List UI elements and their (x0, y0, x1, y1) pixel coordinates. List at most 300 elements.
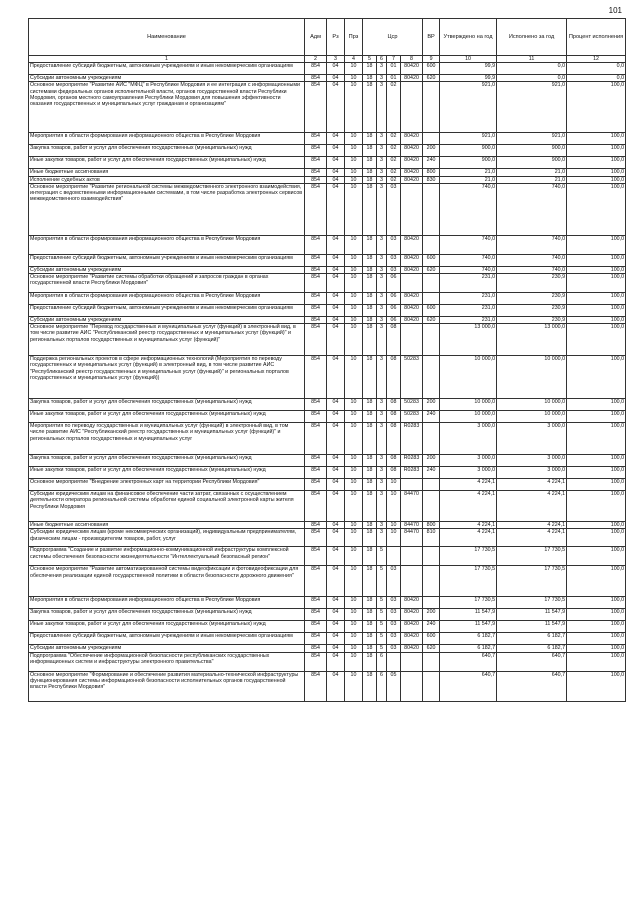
cs-subprogram-cell: 3 (377, 145, 387, 157)
rz-cell: 04 (327, 169, 345, 176)
rz-cell: 04 (327, 566, 345, 597)
vr-cell: 240 (423, 157, 440, 169)
table-row (29, 522, 626, 529)
cs-event-cell: 03 (387, 183, 401, 235)
name-cell: Субсидии автономным учреждениям (29, 317, 305, 324)
approved-cell: 640,7 (440, 671, 497, 701)
percent-cell: 100,0 (567, 491, 626, 522)
column-number-row (29, 56, 626, 63)
vr-cell (423, 547, 440, 566)
name-cell: Закупка товаров, работ и услуг для обеспечения государственных (муниципальных) нужд (29, 399, 305, 411)
name-cell: Основное мероприятие "Развитие АИС "МФЦ" в Республике Мордовия и ее интеграция с информационными системами федеральных органов исполнительной власти, органов государственной власти Республики Мордовия, органов местного самоуправления Республики Мордовия для повышения эффективности оказания государственных и муниципальных услуг гражданам и организациям" (29, 82, 305, 133)
cs-program-cell: 18 (363, 305, 377, 317)
table-row (29, 274, 626, 293)
cs-event-cell: 03 (387, 266, 401, 273)
cs-subprogram-cell: 3 (377, 455, 387, 467)
table-row (29, 176, 626, 183)
executed-cell: 17 730,5 (497, 597, 567, 609)
adm-cell: 854 (305, 254, 327, 266)
table-row (29, 491, 626, 522)
vr-cell: 620 (423, 266, 440, 273)
cs-program-cell: 18 (363, 522, 377, 529)
prz-cell: 10 (345, 423, 363, 455)
cs-subprogram-cell: 3 (377, 82, 387, 133)
percent-cell: 100,0 (567, 356, 626, 399)
approved-cell: 6 182,7 (440, 645, 497, 652)
prz-cell: 10 (345, 621, 363, 633)
vr-cell: 800 (423, 522, 440, 529)
approved-cell: 21,0 (440, 169, 497, 176)
percent-cell: 100,0 (567, 157, 626, 169)
executed-cell: 10 000,0 (497, 356, 567, 399)
approved-cell: 4 224,1 (440, 522, 497, 529)
executed-cell: 0,0 (497, 63, 567, 75)
rz-cell: 04 (327, 324, 345, 356)
adm-cell: 854 (305, 157, 327, 169)
table-row (29, 324, 626, 356)
percent-cell: 100,0 (567, 652, 626, 671)
table-row (29, 597, 626, 609)
approved-cell: 921,0 (440, 82, 497, 133)
cs-program-cell: 18 (363, 183, 377, 235)
cs-event-cell: 06 (387, 293, 401, 305)
prz-cell: 10 (345, 293, 363, 305)
cs-direction-cell: 84470 (401, 491, 423, 522)
name-cell: Мероприятия в области формирования информационного общества в Республике Мордовия (29, 293, 305, 305)
executed-cell: 10 000,0 (497, 411, 567, 423)
cs-program-cell: 18 (363, 455, 377, 467)
cs-event-cell: 01 (387, 63, 401, 75)
percent-cell: 100,0 (567, 317, 626, 324)
name-cell: Поддержка региональных проектов в сфере информационных технологий (Мероприятия по переводу государственных и муниципальных услуг (функций) в электронный вид, в том числе развитие АИС "Республиканский реестр государственных и муниципальных услуг (функций)" и региональных порталов государственных и муниципальных услуг (функций)) (29, 356, 305, 399)
name-cell: Иные бюджетные ассигнования (29, 522, 305, 529)
header-percent: Процент исполнения (567, 19, 626, 56)
cs-subprogram-cell: 3 (377, 274, 387, 293)
cs-subprogram-cell: 3 (377, 183, 387, 235)
executed-cell: 11 547,9 (497, 621, 567, 633)
executed-cell: 900,0 (497, 145, 567, 157)
name-cell: Иные закупки товаров, работ и услуг для обеспечения государственных (муниципальных) нужд (29, 621, 305, 633)
approved-cell: 11 547,9 (440, 609, 497, 621)
percent-cell: 100,0 (567, 399, 626, 411)
executed-cell: 13 000,0 (497, 324, 567, 356)
table-row (29, 266, 626, 273)
cs-event-cell: 02 (387, 133, 401, 145)
cs-program-cell: 18 (363, 235, 377, 254)
rz-cell: 04 (327, 75, 345, 82)
name-cell: Субсидии юридическим лицам (кроме некоммерческих организаций), индивидуальным предпринимателям, физическим лицам - производителям товаров, работ, услуг (29, 529, 305, 547)
vr-cell (423, 566, 440, 597)
rz-cell: 04 (327, 305, 345, 317)
name-cell: Закупка товаров, работ и услуг для обеспечения государственных (муниципальных) нужд (29, 609, 305, 621)
table-row (29, 609, 626, 621)
cs-direction-cell (401, 566, 423, 597)
cs-subprogram-cell: 3 (377, 479, 387, 491)
vr-cell: 200 (423, 145, 440, 157)
name-cell: Субсидии автономным учреждениям (29, 75, 305, 82)
adm-cell: 854 (305, 293, 327, 305)
rz-cell: 04 (327, 491, 345, 522)
vr-cell: 800 (423, 169, 440, 176)
cs-event-cell: 08 (387, 423, 401, 455)
rz-cell: 04 (327, 423, 345, 455)
percent-cell: 100,0 (567, 274, 626, 293)
cs-program-cell: 18 (363, 63, 377, 75)
adm-cell: 854 (305, 63, 327, 75)
cs-subprogram-cell: 3 (377, 254, 387, 266)
executed-cell: 21,0 (497, 169, 567, 176)
cs-subprogram-cell: 5 (377, 633, 387, 645)
cs-subprogram-cell: 3 (377, 529, 387, 547)
cs-direction-cell (401, 652, 423, 671)
cs-event-cell: 02 (387, 82, 401, 133)
cs-direction-cell (401, 324, 423, 356)
prz-cell: 10 (345, 529, 363, 547)
adm-cell: 854 (305, 75, 327, 82)
approved-cell: 4 224,1 (440, 529, 497, 547)
cs-direction-cell: R0283 (401, 423, 423, 455)
approved-cell: 921,0 (440, 133, 497, 145)
approved-cell: 3 000,0 (440, 467, 497, 479)
rz-cell: 04 (327, 411, 345, 423)
approved-cell: 10 000,0 (440, 411, 497, 423)
cs-direction-cell: 50283 (401, 399, 423, 411)
cs-event-cell: 10 (387, 522, 401, 529)
vr-cell: 620 (423, 317, 440, 324)
approved-cell: 231,0 (440, 274, 497, 293)
executed-cell: 921,0 (497, 133, 567, 145)
table-row (29, 479, 626, 491)
header-prz: Прз (345, 19, 363, 56)
rz-cell: 04 (327, 145, 345, 157)
cs-event-cell: 03 (387, 645, 401, 652)
vr-cell: 240 (423, 411, 440, 423)
prz-cell: 10 (345, 399, 363, 411)
adm-cell: 854 (305, 479, 327, 491)
executed-cell: 230,9 (497, 293, 567, 305)
cs-program-cell: 18 (363, 317, 377, 324)
prz-cell: 10 (345, 305, 363, 317)
cs-event-cell: 06 (387, 317, 401, 324)
percent-cell: 100,0 (567, 671, 626, 701)
adm-cell: 854 (305, 423, 327, 455)
vr-cell (423, 479, 440, 491)
executed-cell: 6 182,7 (497, 645, 567, 652)
cs-subprogram-cell: 3 (377, 423, 387, 455)
prz-cell: 10 (345, 455, 363, 467)
prz-cell: 10 (345, 235, 363, 254)
approved-cell: 10 000,0 (440, 356, 497, 399)
cs-event-cell: 05 (387, 671, 401, 701)
prz-cell: 10 (345, 169, 363, 176)
table-header (29, 19, 626, 56)
rz-cell: 04 (327, 317, 345, 324)
column-number-cell: 9 (423, 56, 440, 63)
adm-cell: 854 (305, 609, 327, 621)
name-cell: Предоставление субсидий бюджетным, автономным учреждениям и иным некоммерческим организациям (29, 305, 305, 317)
rz-cell: 04 (327, 645, 345, 652)
column-number-cell: 8 (401, 56, 423, 63)
cs-subprogram-cell: 6 (377, 671, 387, 701)
executed-cell: 6 182,7 (497, 633, 567, 645)
executed-cell: 3 000,0 (497, 455, 567, 467)
name-cell: Основное мероприятие "Развитие автоматизированной системы видеофиксации и фотовидеофиксации для обеспечения реализации единой государственной политики в области безопасности дорожного движения" (29, 566, 305, 597)
cs-event-cell: 06 (387, 305, 401, 317)
table-row (29, 671, 626, 701)
cs-program-cell: 18 (363, 597, 377, 609)
name-cell: Основное мероприятие "Формирование и обеспечение развития материально-технической инфраструктуры функционирования системы информационной безопасности исполнительных органов государственной власти Республики Мордовия" (29, 671, 305, 701)
rz-cell: 04 (327, 621, 345, 633)
name-cell: Предоставление субсидий бюджетным, автономным учреждениям и иным некоммерческим организациям (29, 63, 305, 75)
name-cell: Мероприятия в области формирования информационного общества в Республике Мордовия (29, 235, 305, 254)
table-row (29, 254, 626, 266)
cs-direction-cell: 80420 (401, 254, 423, 266)
percent-cell: 100,0 (567, 467, 626, 479)
percent-cell: 100,0 (567, 324, 626, 356)
cs-direction-cell: 80420 (401, 133, 423, 145)
executed-cell: 3 000,0 (497, 467, 567, 479)
vr-cell (423, 133, 440, 145)
vr-cell: 620 (423, 75, 440, 82)
name-cell: Предоставление субсидий бюджетным, автономным учреждениям и иным некоммерческим организациям (29, 633, 305, 645)
approved-cell: 99,9 (440, 75, 497, 82)
rz-cell: 04 (327, 183, 345, 235)
cs-event-cell: 02 (387, 169, 401, 176)
vr-cell: 240 (423, 621, 440, 633)
table-row (29, 305, 626, 317)
cs-program-cell: 18 (363, 491, 377, 522)
name-cell: Иные закупки товаров, работ и услуг для обеспечения государственных (муниципальных) нужд (29, 157, 305, 169)
cs-program-cell: 18 (363, 169, 377, 176)
executed-cell: 230,9 (497, 274, 567, 293)
name-cell: Исполнение судебных актов (29, 176, 305, 183)
name-cell: Мероприятия в области формирования информационного общества в Республике Мордовия (29, 133, 305, 145)
rz-cell: 04 (327, 235, 345, 254)
cs-subprogram-cell: 5 (377, 645, 387, 652)
executed-cell: 4 224,1 (497, 529, 567, 547)
prz-cell: 10 (345, 63, 363, 75)
cs-subprogram-cell: 5 (377, 621, 387, 633)
cs-subprogram-cell: 5 (377, 597, 387, 609)
name-cell: Иные закупки товаров, работ и услуг для обеспечения государственных (муниципальных) нужд (29, 467, 305, 479)
cs-direction-cell: R0283 (401, 455, 423, 467)
cs-program-cell: 18 (363, 566, 377, 597)
approved-cell: 900,0 (440, 157, 497, 169)
percent-cell: 100,0 (567, 423, 626, 455)
vr-cell (423, 324, 440, 356)
cs-subprogram-cell: 3 (377, 305, 387, 317)
approved-cell: 640,7 (440, 652, 497, 671)
cs-direction-cell: 80420 (401, 633, 423, 645)
percent-cell: 100,0 (567, 621, 626, 633)
table-row (29, 63, 626, 75)
adm-cell: 854 (305, 356, 327, 399)
cs-subprogram-cell: 3 (377, 293, 387, 305)
percent-cell: 100,0 (567, 547, 626, 566)
cs-program-cell: 18 (363, 399, 377, 411)
executed-cell: 640,7 (497, 671, 567, 701)
table-row (29, 183, 626, 235)
percent-cell: 0,0 (567, 75, 626, 82)
rz-cell: 04 (327, 274, 345, 293)
name-cell: Основное мероприятие "Развитие системы обработки обращений и запросов граждан в органах государственной власти Республики Мордовия" (29, 274, 305, 293)
executed-cell: 3 000,0 (497, 423, 567, 455)
approved-cell: 17 730,5 (440, 566, 497, 597)
cs-direction-cell: 80420 (401, 609, 423, 621)
rz-cell: 04 (327, 547, 345, 566)
executed-cell: 21,0 (497, 176, 567, 183)
executed-cell: 17 730,5 (497, 566, 567, 597)
table-row (29, 399, 626, 411)
page-number: 101 (608, 6, 622, 15)
adm-cell: 854 (305, 235, 327, 254)
approved-cell: 231,0 (440, 305, 497, 317)
cs-subprogram-cell: 6 (377, 652, 387, 671)
cs-program-cell: 18 (363, 75, 377, 82)
adm-cell: 854 (305, 566, 327, 597)
name-cell: Иные бюджетные ассигнования (29, 169, 305, 176)
cs-program-cell: 18 (363, 133, 377, 145)
percent-cell: 100,0 (567, 566, 626, 597)
prz-cell: 10 (345, 547, 363, 566)
table-row (29, 423, 626, 455)
header-name: Наименование (29, 19, 305, 56)
prz-cell: 10 (345, 82, 363, 133)
name-cell: Подпрограмма "Создание и развитие информационно-коммуникационной инфраструктуры комплексной системы обеспечения безопасности жизнедеятельности "Интеллектуальный безопасный регион" (29, 547, 305, 566)
column-number-cell: 7 (387, 56, 401, 63)
prz-cell: 10 (345, 645, 363, 652)
cs-program-cell: 18 (363, 671, 377, 701)
table-row (29, 169, 626, 176)
executed-cell: 740,0 (497, 266, 567, 273)
cs-program-cell: 18 (363, 356, 377, 399)
approved-cell: 17 730,5 (440, 547, 497, 566)
prz-cell: 10 (345, 411, 363, 423)
approved-cell: 17 730,5 (440, 597, 497, 609)
cs-event-cell: 08 (387, 455, 401, 467)
cs-direction-cell: 80420 (401, 235, 423, 254)
cs-program-cell: 18 (363, 274, 377, 293)
prz-cell: 10 (345, 491, 363, 522)
approved-cell: 740,0 (440, 254, 497, 266)
table-row (29, 293, 626, 305)
table-row (29, 82, 626, 133)
cs-subprogram-cell: 3 (377, 133, 387, 145)
cs-program-cell: 18 (363, 652, 377, 671)
table-body (29, 56, 626, 702)
prz-cell: 10 (345, 317, 363, 324)
adm-cell: 854 (305, 522, 327, 529)
vr-cell (423, 235, 440, 254)
vr-cell: 600 (423, 254, 440, 266)
column-number-cell: 1 (29, 56, 305, 63)
cs-event-cell: 03 (387, 235, 401, 254)
adm-cell: 854 (305, 652, 327, 671)
executed-cell: 740,0 (497, 235, 567, 254)
cs-program-cell: 18 (363, 157, 377, 169)
column-number-cell: 2 (305, 56, 327, 63)
name-cell: Субсидии автономным учреждениям (29, 266, 305, 273)
adm-cell: 854 (305, 547, 327, 566)
rz-cell: 04 (327, 157, 345, 169)
rz-cell: 04 (327, 356, 345, 399)
cs-event-cell (387, 652, 401, 671)
executed-cell: 230,9 (497, 305, 567, 317)
prz-cell: 10 (345, 479, 363, 491)
name-cell: Мероприятия по переводу государственных и муниципальных услуг (функций) в электронный вид, в том числе развитие АИС "Республиканский реестр государственных и муниципальных услуг (функций)" и региональных порталов государственных и муниципальных услуг (29, 423, 305, 455)
cs-subprogram-cell: 3 (377, 399, 387, 411)
rz-cell: 04 (327, 455, 345, 467)
prz-cell: 10 (345, 176, 363, 183)
name-cell: Основное мероприятие "Внедрение электронных карт на территории Республики Мордовия" (29, 479, 305, 491)
percent-cell: 100,0 (567, 169, 626, 176)
table-row (29, 75, 626, 82)
column-number-cell: 5 (363, 56, 377, 63)
cs-direction-cell: 80420 (401, 63, 423, 75)
cs-event-cell: 03 (387, 597, 401, 609)
vr-cell (423, 356, 440, 399)
vr-cell: 200 (423, 455, 440, 467)
cs-subprogram-cell: 3 (377, 157, 387, 169)
vr-cell (423, 652, 440, 671)
header-rz: Рз (327, 19, 345, 56)
percent-cell: 100,0 (567, 235, 626, 254)
vr-cell (423, 491, 440, 522)
adm-cell: 854 (305, 274, 327, 293)
cs-program-cell: 18 (363, 145, 377, 157)
vr-cell: 600 (423, 633, 440, 645)
prz-cell: 10 (345, 356, 363, 399)
prz-cell: 10 (345, 254, 363, 266)
percent-cell: 100,0 (567, 411, 626, 423)
cs-event-cell: 06 (387, 274, 401, 293)
percent-cell: 100,0 (567, 293, 626, 305)
prz-cell: 10 (345, 652, 363, 671)
vr-cell (423, 183, 440, 235)
vr-cell: 810 (423, 529, 440, 547)
cs-subprogram-cell: 5 (377, 609, 387, 621)
table-row (29, 356, 626, 399)
vr-cell (423, 274, 440, 293)
prz-cell: 10 (345, 133, 363, 145)
prz-cell: 10 (345, 566, 363, 597)
cs-program-cell: 18 (363, 254, 377, 266)
cs-program-cell: 18 (363, 324, 377, 356)
column-number-cell: 11 (497, 56, 567, 63)
executed-cell: 17 730,5 (497, 547, 567, 566)
cs-event-cell: 10 (387, 479, 401, 491)
prz-cell: 10 (345, 633, 363, 645)
percent-cell: 100,0 (567, 133, 626, 145)
adm-cell: 854 (305, 597, 327, 609)
rz-cell: 04 (327, 479, 345, 491)
executed-cell: 11 547,9 (497, 609, 567, 621)
cs-program-cell: 18 (363, 82, 377, 133)
cs-direction-cell: 80420 (401, 169, 423, 176)
vr-cell: 600 (423, 305, 440, 317)
cs-event-cell: 08 (387, 324, 401, 356)
vr-cell: 240 (423, 467, 440, 479)
cs-event-cell: 02 (387, 176, 401, 183)
vr-cell: 200 (423, 609, 440, 621)
cs-direction-cell: 80420 (401, 305, 423, 317)
rz-cell: 04 (327, 266, 345, 273)
cs-direction-cell (401, 479, 423, 491)
cs-subprogram-cell: 3 (377, 235, 387, 254)
vr-cell (423, 423, 440, 455)
table-row (29, 529, 626, 547)
table-row (29, 621, 626, 633)
